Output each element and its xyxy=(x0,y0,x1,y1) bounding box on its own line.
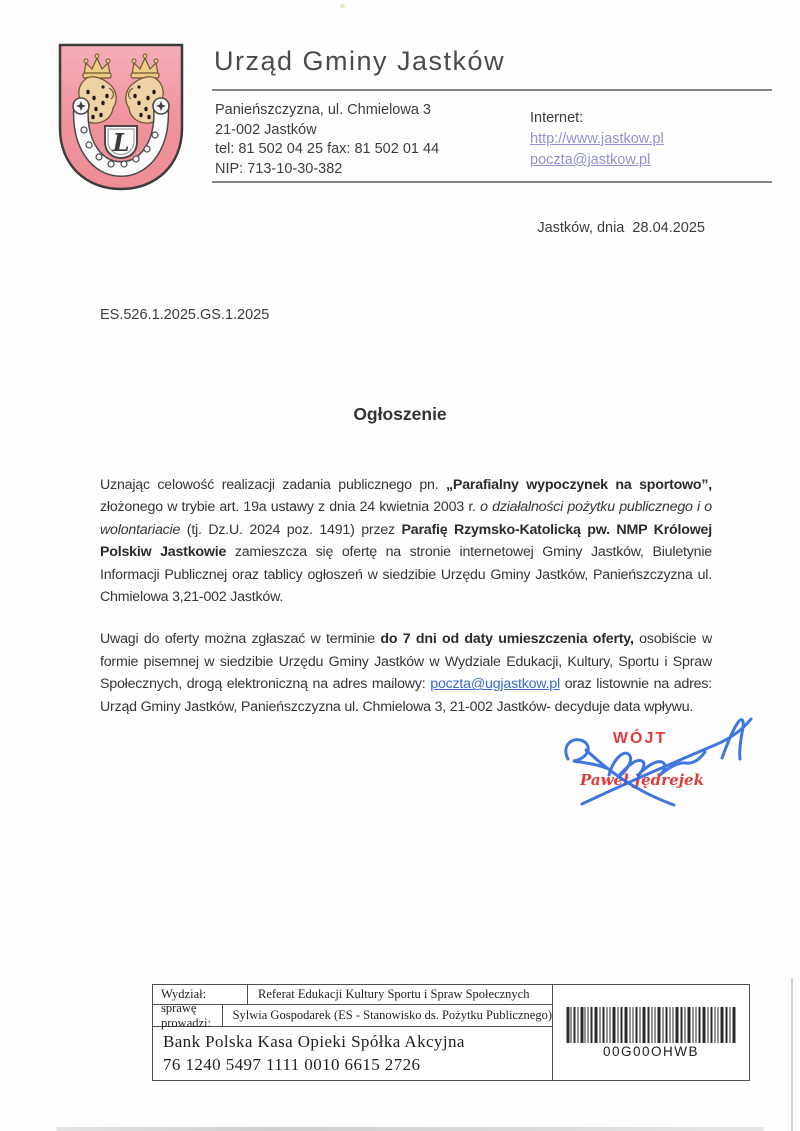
text-run-bold: „Parafialny wypoczynek na sportowo”, xyxy=(446,477,712,493)
bank-info xyxy=(153,1027,552,1080)
text-run: (tj. Dz.U. 2024 poz. 1491) przez xyxy=(180,521,402,538)
coat-of-arms xyxy=(57,42,185,192)
reference-number: ES.526.1.2025.GS.1.2025 xyxy=(100,307,270,323)
table-label-wydzial: Wydział: xyxy=(153,985,248,1004)
stamp-name: Paweł Jędrejek xyxy=(580,771,704,789)
barcode-code: 00G00OHWB xyxy=(602,1043,700,1059)
bank-name: Bank Polska Kasa Opieki Spółka Akcyjna xyxy=(163,1032,465,1052)
address-block xyxy=(215,101,439,179)
paragraph-2 xyxy=(100,628,712,718)
letter-body xyxy=(100,474,712,738)
address-line-nip: NIP: 713-10-30-382 xyxy=(215,160,343,177)
crest-letter: L xyxy=(112,128,130,157)
table-value-wydzial: Referat Edukacji Kultury Sportu i Spraw Społecznych xyxy=(258,987,530,1002)
text-run-italic: o działalności pożytku publicznego i o wolontariacie xyxy=(100,499,712,538)
org-name: Urząd Gminy Jastków xyxy=(214,46,506,76)
table-value-prowadzi: Sylwia Gospodarek (ES - Stanowisko ds. Pożytku Publicznego) xyxy=(232,1008,552,1023)
address-line-city: 21-002 Jastków xyxy=(215,121,317,138)
paragraph-1 xyxy=(100,474,712,608)
address-line-phone: tel: 81 502 04 25 fax: 81 502 01 44 xyxy=(215,141,440,157)
signature-block xyxy=(552,712,767,812)
scan-artifact-bottom-bar xyxy=(56,1127,764,1131)
text-run: oraz listownie na adres: Urząd Gminy Jastków, Panieńszczyzna ul. Chmielowa 3, 21-002 Jastków- decyduje data wpływu. xyxy=(100,676,712,715)
header-divider-bottom xyxy=(212,181,772,183)
footer-table-left xyxy=(153,985,553,1080)
dateline: Jastków, dnia 28.04.2025 xyxy=(537,220,705,236)
internet-label: Internet: xyxy=(530,110,584,126)
scan-artifact-vertical-line xyxy=(791,978,793,1131)
barcode-cell xyxy=(553,985,749,1080)
text-run: złożonego w trybie art. 19a ustawy z dnia 24 kwietnia 2003 r. xyxy=(100,499,481,516)
footer-table xyxy=(152,984,750,1081)
header-divider-top xyxy=(212,89,772,91)
address-line-street: Panieńszczyzna, ul. Chmielowa 3 xyxy=(215,102,431,118)
document-title: Ogłoszenie xyxy=(353,404,447,424)
barcode-image xyxy=(566,1007,736,1043)
bank-account-number: 76 1240 5497 1111 0010 6615 2726 xyxy=(163,1054,421,1074)
text-run: zamieszcza się ofertę na stronie internetowej Gminy Jastków, Biuletynie Informacji Publicznej oraz tablicy ogłoszeń w siedzibie Urzędu Gminy Jastków, Panieńszczyzna ul. Chmielowa 3,21-002 Jastków. xyxy=(100,544,712,606)
text-run-bold: do 7 dni od daty umieszczenia oferty, xyxy=(380,631,634,648)
text-run-bold: Parafię Rzymsko-Katolicką pw. NMP Królowej Polskiw Jastkowie xyxy=(100,521,712,561)
text-run: Uznając celowość realizacji zadania publicznego pn. xyxy=(100,477,447,493)
scan-artifact-speck xyxy=(340,4,345,8)
table-row xyxy=(153,1000,552,1030)
contact-email-link[interactable]: poczta@ugjastkow.pl xyxy=(430,676,560,693)
email-link[interactable]: poczta@jastkow.pl xyxy=(530,152,651,168)
text-run: osobiście w formie pisemnej w siedzibie Urzędu Gminy Jastków w Wydziale Edukacji, Kultury, Sportu i Spraw Społecznych, drogą elektroniczną na adres mailowy: xyxy=(100,631,712,693)
text-run: Uwagi do oferty można zgłaszać w terminie xyxy=(100,631,381,648)
internet-block xyxy=(530,108,664,171)
stamp-role: WÓJT xyxy=(612,730,668,747)
table-label-prowadzi: sprawę prowadzi: xyxy=(153,1005,223,1026)
website-link[interactable]: http://www.jastkow.pl xyxy=(530,131,664,147)
